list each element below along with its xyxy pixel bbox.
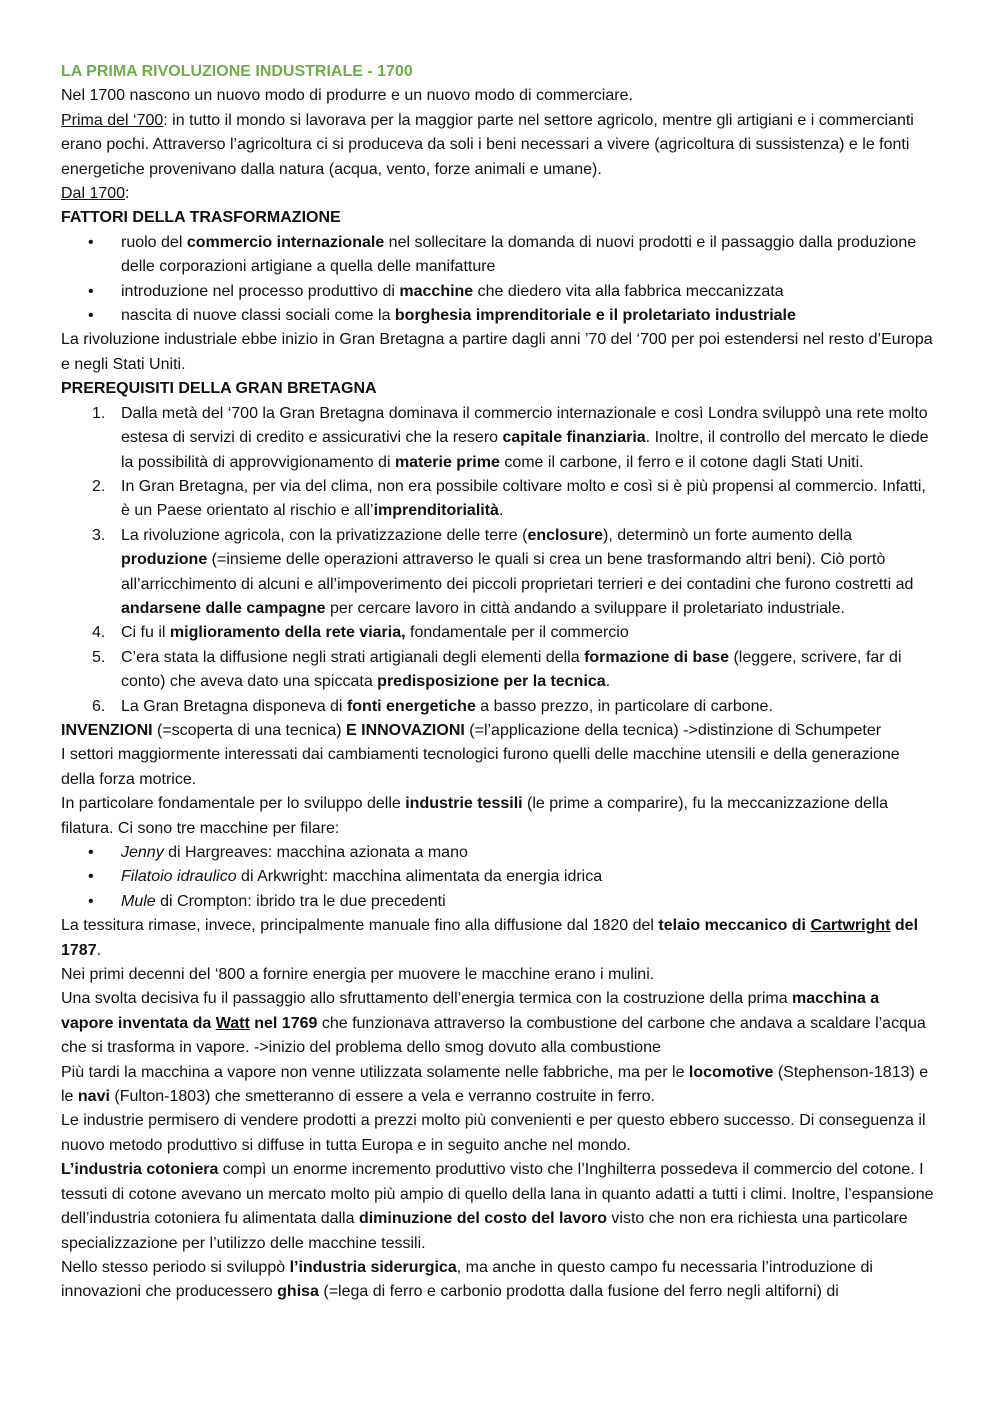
paragraph-prima bbox=[61, 109, 936, 182]
dal-label: Dal 1700 bbox=[61, 185, 126, 203]
paragraph-cotoniera: L’industria cotoniera compì un enorme incremento produttivo visto che l’Inghilterra possedeva il commercio del cotone. I tessuti di cotone avevano un mercato molto più ampio di quello della lana in quanto adatti a tutti i climi. Inoltre, l’espansione dell’industria cotoniera fu alimentata dalla diminuzione del costo del lavoro visto che non era richiesta una particolare specializzazione per l’utilizzo delle macchine tessili. bbox=[61, 1161, 934, 1252]
paragraph-settori: I settori maggiormente interessati dai cambiamenti tecnologici furono quelli delle macchine utensili e della generazione della forza motrice. bbox=[61, 746, 900, 788]
paragraph-gran-bretagna: La rivoluzione industriale ebbe inizio in Gran Bretagna a partire dagli anni ’70 del ‘700 per poi estendersi nel resto d’Europa e negli Stati Uniti. bbox=[61, 331, 933, 373]
paragraph-tessili: In particolare fondamentale per lo sviluppo delle industrie tessili (le prime a comparire), fu la meccanizzazione della filatura. Ci sono tre macchine per filare: bbox=[61, 795, 889, 837]
list-item: 6. La Gran Bretagna disponeva di fonti energetiche a basso prezzo, in particolare di carbone. bbox=[92, 697, 773, 715]
list-item: • introduzione nel processo produttivo di macchine che diedero vita alla fabbrica meccanizzata bbox=[61, 280, 936, 304]
list-item: • ruolo del commercio internazionale nel sollecitare la domanda di nuovi prodotti e il passaggio dalla produzione delle corporazioni artigiane a quella delle manifatture bbox=[61, 231, 936, 280]
list-item: 1. Dalla metà del ‘700 la Gran Bretagna dominava il commercio internazionale e così Londra sviluppò una rete molto estesa di servizi di credito e assicurativi che la resero capitale finanziaria. Inoltre, il controllo del mercato le diede la possibilità di approvvigionamento di materie prime come il carbone, il ferro e il cotone dagli Stati Uniti. bbox=[92, 404, 929, 471]
heading-fattori: FATTORI DELLA TRASFORMAZIONE bbox=[61, 209, 341, 227]
list-item: 2. In Gran Bretagna, per via del clima, non era possibile coltivare molto e così si è più propensi al commercio. Infatti, è un Paese orientato al rischio e all’imprenditorialità. bbox=[92, 477, 926, 520]
list-item: • Mule di Crompton: ibrido tra le due precedenti bbox=[61, 890, 936, 914]
paragraph-siderurgica: Nello stesso periodo si sviluppò l’industria siderurgica, ma anche in questo campo fu necessaria l’introduzione di innovazioni che producessero ghisa (=lega di ferro e carbonio prodotta dalla fusione del ferro negli altiforni) di bbox=[61, 1258, 873, 1301]
paragraph-intro bbox=[61, 84, 936, 108]
list-item: • Filatoio idraulico di Arkwright: macchina alimentata da energia idrica bbox=[61, 865, 936, 889]
paragraph-vapore: Una svolta decisiva fu il passaggio allo sfruttamento dell’energia termica con la costruzione della prima macchina a vapore inventata da Watt nel 1769 che funzionava attraverso la combustione del carbone che andava a scaldare l’acqua che si trasforma in vapore. ->inizio del problema dello smog dovuto alla combustione bbox=[61, 990, 926, 1057]
document-title: LA PRIMA RIVOLUZIONE INDUSTRIALE - 1700 bbox=[61, 63, 413, 80]
list-macchine bbox=[61, 841, 936, 914]
paragraph-tessitura: La tessitura rimase, invece, principalmente manuale fino alla diffusione dal 1820 del telaio meccanico di Cartwright del 1787. bbox=[61, 917, 919, 959]
paragraph-dal bbox=[61, 182, 936, 206]
prima-label: Prima del ‘700 bbox=[61, 111, 164, 129]
paragraph-locomotive: Più tardi la macchina a vapore non venne utilizzata solamente nelle fabbriche, ma per le locomotive (Stephenson-1813) e le navi (Fulton-1803) che smetteranno di essere a vela e verranno costruite in ferro. bbox=[61, 1063, 929, 1106]
list-item: • nascita di nuove classi sociali come la borghesia imprenditoriale e il proletariato industriale bbox=[61, 304, 936, 328]
list-item: • Jenny di Hargreaves: macchina azionata a mano bbox=[61, 841, 936, 865]
list-item: 3. La rivoluzione agricola, con la privatizzazione delle terre (enclosure), determinò un forte aumento della produzione (=insieme delle operazioni attraverso le quali si crea un bene trasformando altri beni). Ciò portò all’arricchimento di alcuni e all’impoverimento dei piccoli proprietari terrieri e dei contadini che furono costretti ad andarsene dalle campagne per cercare lavoro in città andando a sviluppare il proletariato industriale. bbox=[92, 526, 914, 617]
text-run: Nel 1700 nascono un nuovo modo di produrre e un nuovo modo di commerciare. bbox=[61, 87, 633, 105]
paragraph-invenzioni: INVENZIONI (=scoperta di una tecnica) E INNOVAZIONI (=l’applicazione della tecnica) ->distinzione di Schumpeter bbox=[61, 721, 882, 739]
text-run: : in tutto il mondo si lavorava per la maggior parte nel settore agricolo, mentre gli artigiani e i commercianti erano pochi. Attraverso l’agricoltura ci si produceva da soli i beni necessari a vivere (agricoltura di sussistenza) e le fonti energetiche provenivano dalla natura (acqua, vento, forze animali e umane). bbox=[61, 111, 914, 178]
heading-prerequisiti: PREREQUISITI DELLA GRAN BRETAGNA bbox=[61, 380, 377, 398]
list-item: 5. C’era stata la diffusione negli strati artigianali degli elementi della formazione di base (leggere, scrivere, far di conto) che aveva dato una spiccata predisposizione per la tecnica. bbox=[92, 648, 902, 691]
list-item: 4. Ci fu il miglioramento della rete viaria, fondamentale per il commercio bbox=[92, 624, 629, 642]
paragraph-mulini: Nei primi decenni del ‘800 a fornire energia per muovere le macchine erano i mulini. bbox=[61, 966, 655, 984]
list-prerequisiti bbox=[61, 402, 936, 719]
text-run: : bbox=[125, 185, 130, 203]
paragraph-industrie: Le industrie permisero di vendere prodotti a prezzi molto più convenienti e per questo ebbero successo. Di conseguenza il nuovo metodo produttivo si diffuse in tutta Europa e in seguito anche nel mondo. bbox=[61, 1112, 926, 1154]
list-fattori bbox=[61, 231, 936, 329]
